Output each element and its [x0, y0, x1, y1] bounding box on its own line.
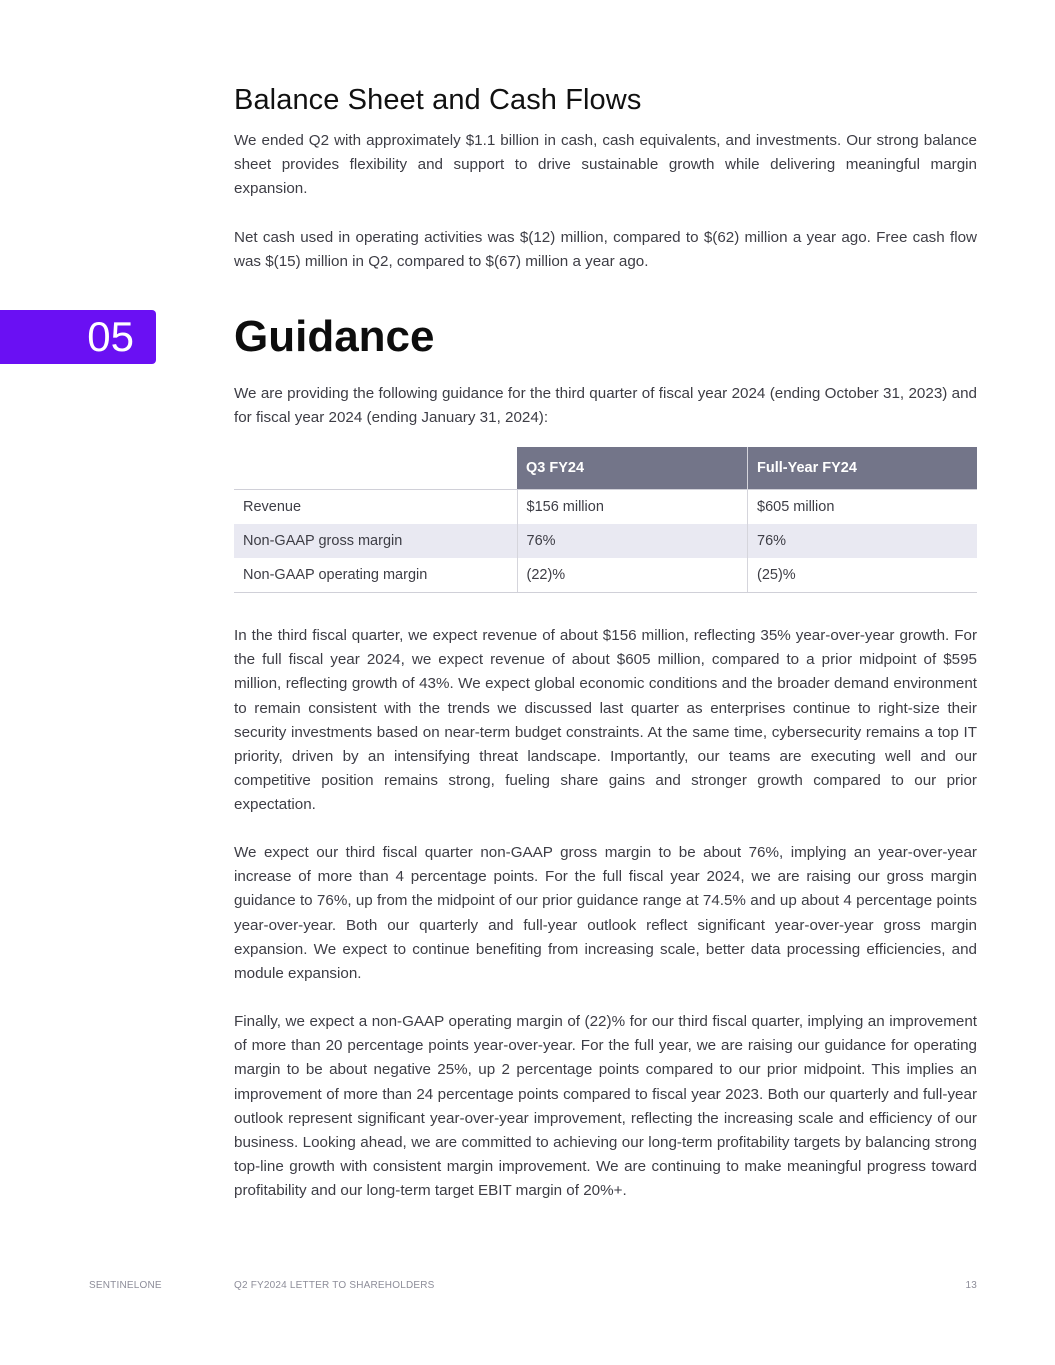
guidance-gross-margin-paragraph: We expect our third fiscal quarter non-GAAP gross margin to be about 76%, implying an year-over-year increase of more than 4 percentage points. For the full fiscal year 2024, we are raising our gross margin guidance to 76%, up from the midpoint of our prior guidance range at 74.5% and up about 4 percentage points year-over-year. Both our quarterly and full-year outlook reflect significant year-over-year gross margin expansion. We expect to continue benefiting from increasing scale, better data processing efficiencies, and module expansion. — [234, 844, 977, 983]
guidance-table — [234, 447, 977, 593]
guidance-revenue-paragraph: In the third fiscal quarter, we expect revenue of about $156 million, reflecting 35% year-over-year growth. For the full fiscal year 2024, we expect revenue of about $605 million, compared to a prior midpoint of $595 million, reflecting growth of 43%. We expect global economic conditions and the broader demand environment to remain consistent with the trends we discussed last quarter as enterprises continue to right-size their security investments based on near-term budget constraints. At the same time, cybersecurity remains a top IT priority, driven by an intensifying threat landscape. Importantly, our teams are executing well and our competitive position remains strong, fueling share gains and stronger growth compared to our prior expectation. — [234, 627, 977, 814]
section-number: 05 — [87, 313, 134, 360]
cell-q3: $156 million — [517, 490, 748, 525]
balance-sheet-heading: Balance Sheet and Cash Flows — [234, 84, 642, 116]
footer-document-title: Q2 FY2024 LETTER TO SHAREHOLDERS — [234, 1280, 435, 1291]
table-header-blank — [234, 447, 517, 490]
row-label: Non-GAAP operating margin — [234, 558, 517, 593]
row-label: Revenue — [234, 490, 517, 525]
footer-page-number: 13 — [965, 1280, 977, 1291]
guidance-intro: We are providing the following guidance for the third quarter of fiscal year 2024 (ending October 31, 2023) and for fiscal year 2024 (ending January 31, 2024): — [234, 385, 977, 427]
balance-paragraph-1: We ended Q2 with approximately $1.1 billion in cash, cash equivalents, and investments. Our strong balance sheet provides flexibility and support to drive sustainable growth while delivering meaningful margin expansion. — [234, 132, 977, 198]
section-number-tab — [0, 310, 156, 364]
balance-paragraph-2: Net cash used in operating activities was $(12) million, compared to $(62) million a year ago. Free cash flow was $(15) million in Q2, compared to $(67) million a year ago. — [234, 229, 977, 271]
guidance-heading: Guidance — [234, 312, 435, 361]
cell-full-year: 76% — [748, 524, 978, 558]
table-row — [234, 558, 977, 593]
table-row — [234, 524, 977, 558]
footer-company: SENTINELONE — [89, 1280, 162, 1291]
cell-full-year: $605 million — [748, 490, 978, 525]
guidance-operating-margin-paragraph: Finally, we expect a non-GAAP operating margin of (22)% for our third fiscal quarter, implying an improvement of more than 20 percentage points year-over-year. For the full year, we are raising our guidance for operating margin to be about negative 25%, up 2 percentage points compared to our prior midpoint. This implies an improvement of more than 24 percentage points compared to fiscal year 2023. Both our quarterly and full-year outlook represent significant year-over-year improvement, reflecting the increasing scale and efficiency of our business. Looking ahead, we are committed to achieving our long-term profitability targets by balancing strong top-line growth with consistent margin improvement. We are continuing to make meaningful progress toward profitability and our long-term target EBIT margin of 20%+. — [234, 1013, 977, 1200]
cell-full-year: (25)% — [748, 558, 978, 593]
table-header-full-year: Full-Year FY24 — [748, 447, 978, 490]
table-row — [234, 490, 977, 525]
row-label: Non-GAAP gross margin — [234, 524, 517, 558]
cell-q3: (22)% — [517, 558, 748, 593]
cell-q3: 76% — [517, 524, 748, 558]
table-header-q3: Q3 FY24 — [517, 447, 748, 490]
table-header-row — [234, 447, 977, 490]
